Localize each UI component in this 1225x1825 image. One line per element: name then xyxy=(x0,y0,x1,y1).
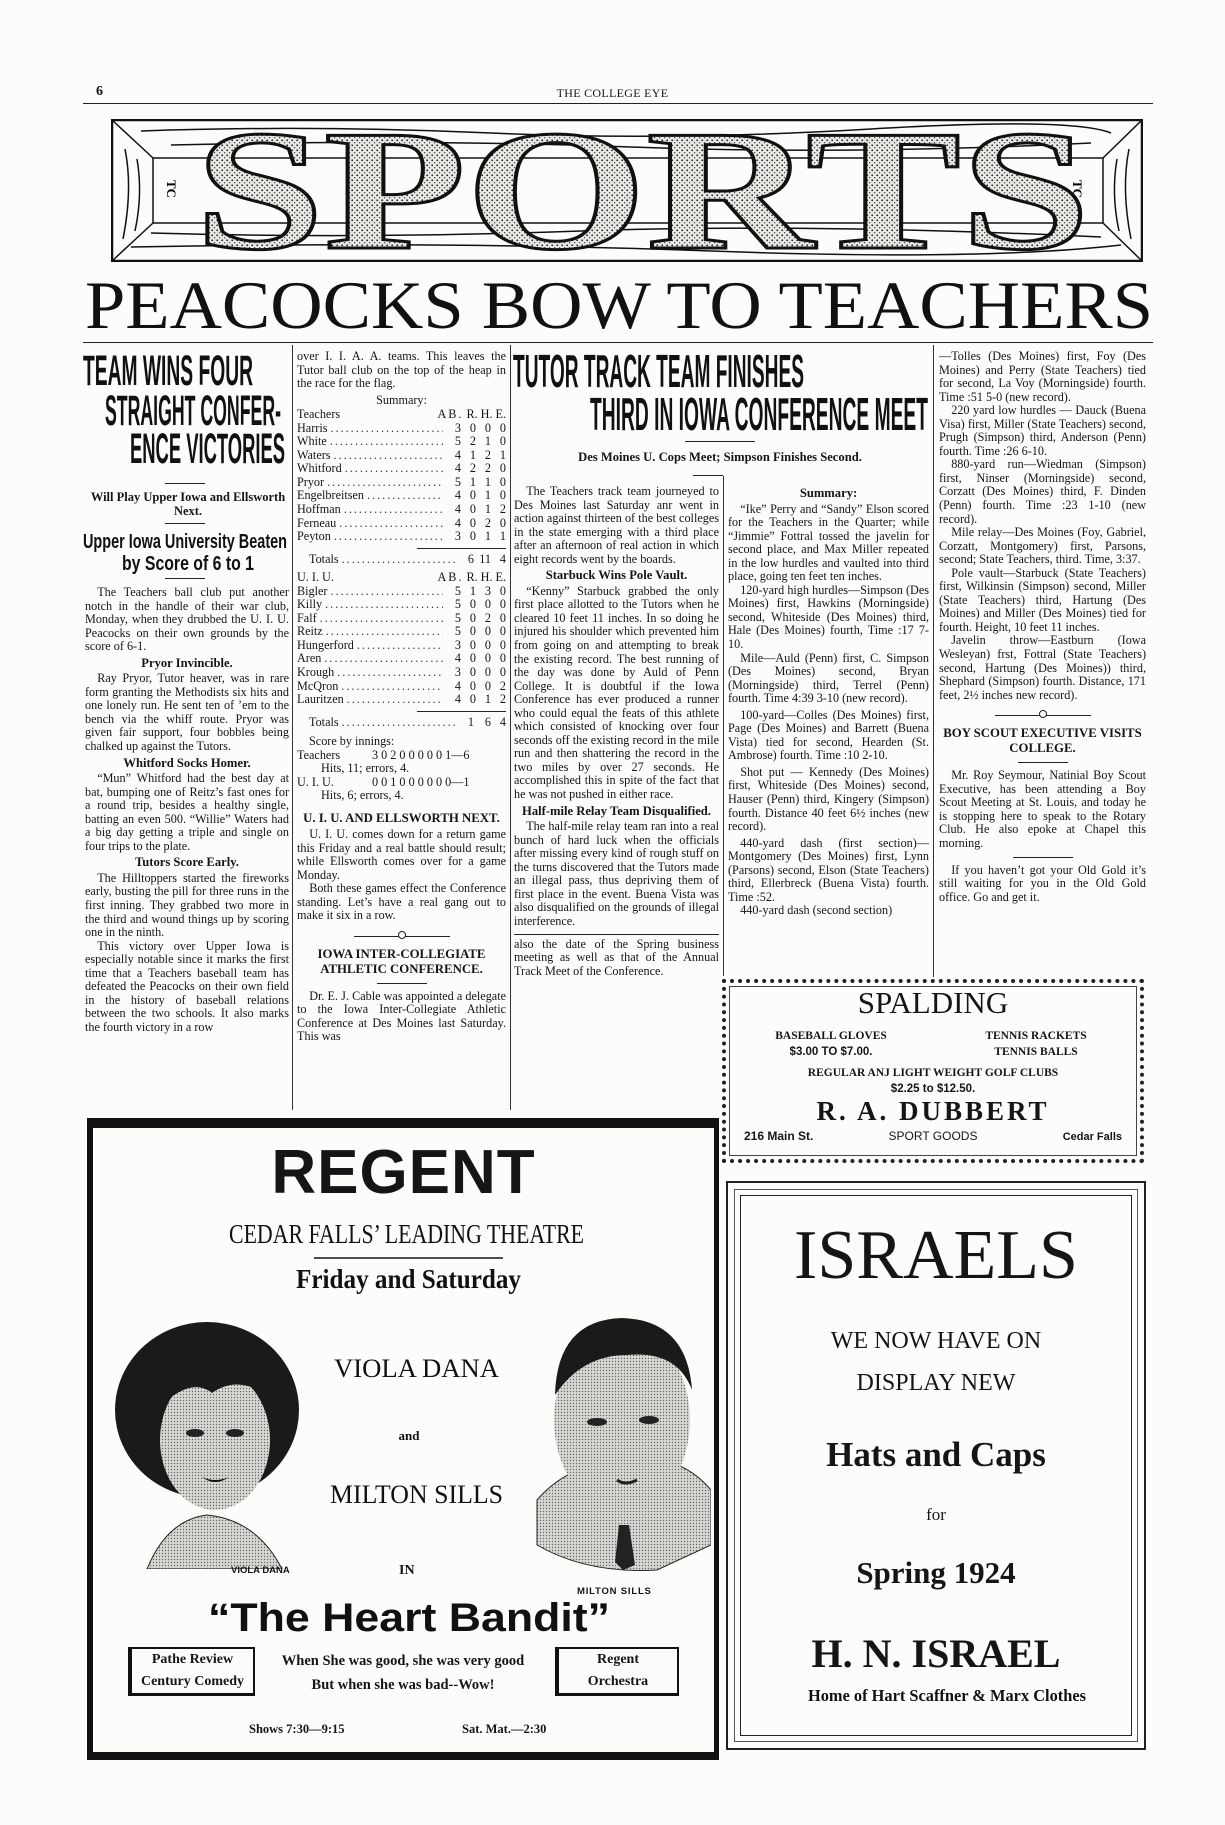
box-score-row: Bigler ..... 5 1 3 0 xyxy=(297,585,506,599)
column-rule xyxy=(933,345,934,977)
israels-line-2: DISPLAY NEW xyxy=(856,1370,1016,1396)
box-score-row: Killy ..... 5 0 0 0 xyxy=(297,598,506,612)
israels-store: H. N. ISRAEL xyxy=(811,1631,1061,1676)
notice: If you haven’t got your Old Gold it’s still waiting for you in the Old Gold office. Go and get it. xyxy=(939,862,1146,904)
baseball-headline xyxy=(80,348,292,468)
israels-for: for xyxy=(926,1505,946,1524)
box-score-row: Waters ..... 4 1 2 1 xyxy=(297,449,506,463)
innings-team: U. I. U. xyxy=(297,774,334,789)
svg-text:“The Heart Bandit”: “The Heart Bandit” xyxy=(208,1596,610,1638)
box-score-row: Harris ..... 3 0 0 0 xyxy=(297,422,506,436)
regent-theatre-ad xyxy=(87,1118,719,1760)
spalding-golf: REGULAR ANJ LIGHT WEIGHT GOLF CLUBS xyxy=(807,1067,1059,1079)
box-score-teachers xyxy=(297,408,506,566)
box-score-row: McQron ..... 4 0 0 2 xyxy=(297,680,506,694)
photo-caption-viola: VIOLA DANA xyxy=(231,1565,290,1576)
result: 120-yard high hurdles—Simpson (Des Moines) first, Hawkins (Morningside) second, Whiteside (Des Moines) third, Hale (Des Moines) fourth, Time :17 7-10. xyxy=(728,582,929,652)
show-days: Friday and Saturday xyxy=(296,1264,522,1294)
baseball-story xyxy=(85,586,289,1111)
box-score-row: Falf ..... 5 0 2 0 xyxy=(297,612,506,626)
col-ab: AB. xyxy=(437,570,464,585)
innings-label: Score by innings: xyxy=(309,734,395,749)
box-score-row: Lauritzen ..... 4 0 1 2 xyxy=(297,693,506,707)
team-name: U. I. U. xyxy=(297,570,334,585)
theatre-tagline: CEDAR FALLS’ LEADING THEATRE xyxy=(229,1219,584,1249)
israels-brand: ISRAELS xyxy=(794,1217,1078,1294)
result: Javelin throw—Eastburn (Iowa Wesleyan) frst, Fottral (State Teachers) second, Hartung (Des Moines)) third, Shephard (Simpson) fourth. Distance, 171 feet, 2½ inches new record). xyxy=(939,633,1146,702)
emblem-left: TC xyxy=(164,179,179,199)
page-number: 6 xyxy=(96,84,103,99)
result: Pole vault—Starbuck (State Teachers) first, Wilkinsin (Simpson) second, Miller (State Teachers) third, Hartung (Des Moines) and Miller (Des Moines) tied for fourth. Height, 10 feet 11 inches. xyxy=(939,565,1146,634)
column-rule xyxy=(510,345,511,1110)
israels-product: Hats and Caps xyxy=(826,1435,1046,1474)
col-h: H. xyxy=(480,570,493,585)
photo-caption-milton: MILTON SILLS xyxy=(577,1586,652,1597)
section-heading: BOY SCOUT EXECUTIVE VISITS COLLEGE. xyxy=(943,726,1142,756)
box-score-totals: Totals ..... 1 6 4 xyxy=(297,716,506,730)
spalding-item: TENNIS RACKETS xyxy=(985,1030,1087,1042)
box-score-row: Engelbreitsen ..... 4 0 1 0 xyxy=(297,489,506,503)
innings-score: 3 0 2 0 0 0 0 0 1—6 xyxy=(372,747,470,762)
paragraph: This victory over Upper Iowa is especially notable since it marks the first time that a Teachers baseball team has defeated the Peacocks on their own field in the history of baseball relations between the two schools. It also marks the fourth victory in a row xyxy=(85,938,289,1034)
rule xyxy=(685,441,755,442)
rule xyxy=(165,578,205,579)
paragraph: The Teachers track team journeyed to Des Moines last Saturday anr went in action against thirteen of the best colleges in the state emerging with a third place after an afternoon of real action in which eight records went by the boards. xyxy=(514,485,719,566)
emblem-right: TC xyxy=(1070,179,1085,199)
rule xyxy=(693,475,723,476)
show-times: Shows 7:30—9:15 xyxy=(249,1722,345,1736)
pathe-box: Pathe Review Century Comedy xyxy=(128,1647,255,1696)
paragraph: The half-mile relay team ran into a real bunch of hard luck when the officials after missing every kind of rough stuff on the turns discovered that the Tutors made an illegal pass, thus depriving them of first place in the event. Buena Vista was also disqualified on the grounds of illegal interference. xyxy=(514,819,719,928)
innings-score: 0 0 1 0 0 0 0 0 0—1 xyxy=(372,774,470,789)
box-score-uiu xyxy=(297,571,506,729)
innings-stats: Hits, 11; errors, 4. xyxy=(321,761,410,776)
column-rule xyxy=(292,345,293,1110)
baseball-deck: Will Play Upper Iowa and Ellsworth Next. xyxy=(90,490,286,518)
store-city: Cedar Falls xyxy=(1062,1131,1122,1143)
headline-rule xyxy=(83,342,1153,343)
svg-text:PEACOCKS BOW TO TEACHERS: PEACOCKS BOW TO TEACHERS xyxy=(85,272,1153,336)
banner-title: SPORTS xyxy=(195,119,1090,262)
star-2: MILTON SILLS xyxy=(330,1480,503,1509)
slogan: When She was good, she was very good But when she was bad--Wow! xyxy=(281,1653,525,1693)
israels-line-1: WE NOW HAVE ON xyxy=(830,1328,1042,1354)
israels-tagline xyxy=(728,1683,1144,1709)
result: 880-yard run—Wiedman (Simpson) first, Ninser (Morningside) second, Corzatt (Des Moines) third, F. Dinden (Penn) fourth. Time :23 1-10 (new record). xyxy=(939,457,1146,526)
section-heading: Starbuck Wins Pole Vault. xyxy=(545,568,688,583)
result: 440-yard dash (second section) xyxy=(740,903,893,918)
column-rule xyxy=(723,476,724,976)
paragraph: Both these games effect the Conference standing. Let’s have a real gang out to make it six in a row. xyxy=(297,881,506,923)
col-ab: AB. xyxy=(437,407,464,422)
svg-text:Home of Hart Scaffner & Marx C: Home of Hart Scaffner & Marx Clothes xyxy=(808,1686,1087,1705)
result: 100-yard—Colles (Des Moines) first, Page (Des Moines) and Barrett (Buena Vista) tied for second, Hearden (St. Ambrose) fourth. Time :10 2-10. xyxy=(728,707,929,763)
box-score-totals: Totals ..... 6 11 4 xyxy=(297,553,506,567)
paragraph: “Mun” Whitford had the best day at bat, bumping one of Reitz’s fast ones for a round trip, besides a healthy single, batting an even 500. “Willie” Waters had a big day getting a triple and single on four trips to the plate. xyxy=(85,771,289,853)
box-score-row: Peyton ..... 3 0 1 1 xyxy=(297,530,506,544)
col-r: R. xyxy=(466,570,478,585)
summary-label: Summary: xyxy=(376,392,427,407)
track-summary-continued xyxy=(939,350,1146,974)
svg-text:by Score of 6 to 1: by Score of 6 to 1 xyxy=(122,553,254,574)
innings-stats: Hits, 6; errors, 4. xyxy=(321,788,404,803)
spalding-item: BASEBALL GLOVES xyxy=(775,1030,887,1042)
paragraph: The Teachers ball club put another notch in the handle of their war club, Monday, when they drubbed the U. I. U. Peacocks on their own grounds by the score of 6-1. xyxy=(85,586,289,654)
box-score-row: Whitford ..... 4 2 2 0 xyxy=(297,462,506,476)
section-heading: Pryor Invincible. xyxy=(141,655,233,670)
section-heading: Tutors Score Early. xyxy=(135,855,239,870)
track-deck: Des Moines U. Cops Meet; Simpson Finishes Second. xyxy=(578,450,862,464)
result: Shot put — Kennedy (Des Moines) first, Whiteside (Des Moines) second, Hauser (Penn) third, Kingery (Simpson) fourth. Distance 40 feet 6½ inches (new record). xyxy=(728,764,929,834)
israels-season: Spring 1924 xyxy=(856,1555,1016,1590)
box-score-row: White ..... 5 2 1 0 xyxy=(297,435,506,449)
paragraph: Ray Pryor, Tutor heaver, was in rare form granting the Methodists six hits and one lonely run. He sent ten of ’em to the bench via the whiff route. Pryor was given fair support, four bobbles being chalked up against the Tutors. xyxy=(85,671,289,754)
spalding-item: TENNIS BALLS xyxy=(994,1046,1078,1058)
film-title xyxy=(93,1594,714,1638)
orchestra-box: Regent Orchestra xyxy=(555,1647,679,1696)
col-e: E. xyxy=(495,570,506,585)
svg-text:TUTOR TRACK TEAM FINISHES: TUTOR TRACK TEAM FINISHES xyxy=(513,348,804,397)
box-score-column xyxy=(297,350,506,1110)
result: 220 yard low hurdles — Dauck (Buena Visa) first, Miller (State Teachers) second, Prugh (Simpson) third, Anderson (Penn) fourth. Time :26 6-10. xyxy=(939,403,1146,458)
spalding-price: $3.00 TO $7.00. xyxy=(789,1046,873,1058)
spalding-brand: SPALDING xyxy=(857,985,1009,1020)
paper-name: THE COLLEGE EYE xyxy=(556,86,669,100)
main-headline xyxy=(83,272,1157,336)
rule xyxy=(1013,857,1073,858)
col-e: E. xyxy=(495,407,506,422)
israels-ad xyxy=(726,1181,1146,1750)
paragraph: also the date of the Spring business meeting as well as that of the Annual Track Meet of the Conference. xyxy=(514,936,719,978)
matinee-time: Sat. Mat.—2:30 xyxy=(462,1722,547,1736)
section-heading: Whitford Socks Homer. xyxy=(123,755,251,770)
store-name: R. A. DUBBERT xyxy=(816,1096,1050,1126)
svg-text:TEAM WINS FOUR: TEAM WINS FOUR xyxy=(83,348,253,395)
section-heading: IOWA INTER-COLLEGIATE ATHLETIC CONFERENCE. xyxy=(317,946,486,976)
box-score-row: Pryor ..... 5 1 1 0 xyxy=(297,476,506,490)
store-address: 216 Main St. xyxy=(744,1129,814,1143)
svg-text:ENCE VICTORIES: ENCE VICTORIES xyxy=(130,425,285,468)
theatre-name: REGENT xyxy=(271,1138,536,1207)
rule xyxy=(165,483,205,484)
rule xyxy=(165,523,205,524)
and-label: and xyxy=(398,1428,420,1443)
spalding-ad xyxy=(722,979,1144,1163)
baseball-subhead xyxy=(82,530,292,574)
result: Mile relay—Des Moines (Foy, Gabriel, Corzatt, Montgomery) first, Parsons, second; State Teachers, third. Time, 3:37. xyxy=(939,525,1146,567)
result: Mile—Auld (Penn) first, C. Simpson (Des Moines) second, Bryan (Morningside) third, Terrel (Penn) fourth. Time 4:39 3-10 (new record). xyxy=(728,650,929,706)
paragraph: over I. I. A. A. teams. This leaves the Tutor ball club on the top of the heap in the race for the flag. xyxy=(297,350,506,391)
innings-team: Teachers xyxy=(297,747,341,762)
box-score-row: Reitz ..... 5 0 0 0 xyxy=(297,625,506,639)
box-score-row: Ferneau ..... 4 0 2 0 xyxy=(297,517,506,531)
paragraph: The Hilltoppers started the fireworks early, busting the pill for three runs in the first inning. They grabbed two more in the third and wound things up by scoring one in the ninth. xyxy=(85,870,289,940)
regent-stars xyxy=(93,1353,714,1513)
track-story xyxy=(514,485,719,1110)
box-score-row: Hoffman ..... 4 0 1 2 xyxy=(297,503,506,517)
divider xyxy=(995,710,1091,720)
paragraph: U. I. U. comes down for a return game this Friday and a real battle should result; while Ellsworth comes over for a game Monday. xyxy=(297,826,506,882)
svg-text:THIRD IN IOWA CONFERENCE MEET: THIRD IN IOWA CONFERENCE MEET xyxy=(590,388,928,438)
section-heading: U. I. U. AND ELLSWORTH NEXT. xyxy=(303,810,500,825)
rule xyxy=(377,983,427,984)
in-label: IN xyxy=(399,1563,415,1578)
track-headline xyxy=(510,348,932,438)
star-1: VIOLA DANA xyxy=(334,1354,500,1383)
divider xyxy=(354,931,450,941)
result: 440-yard dash (first section)—Montgomery (Des Moines) first, Lynn (Parsons) second, Elson (State Teachers) third, Ellerbreck (Buena Vista) fourth. Time :52. xyxy=(728,835,929,904)
summary-label: Summary: xyxy=(799,486,858,500)
sports-banner xyxy=(111,119,1143,262)
masthead-rule xyxy=(83,103,1153,104)
team-name: Teachers xyxy=(297,407,341,422)
svg-text:Upper Iowa University Beaten: Upper Iowa University Beaten xyxy=(83,531,287,553)
track-summary xyxy=(728,484,929,976)
section-heading: Half-mile Relay Team Disqualified. xyxy=(522,803,711,818)
rule xyxy=(1018,762,1068,763)
box-score-row: Aren ..... 4 0 0 0 xyxy=(297,652,506,666)
paragraph: “Kenny” Starbuck grabbed the only first place allotted to the Tutors when he cleared 10 feet 11 inches. In so doing he injured his shoulder which prevented him from going on and attempting to break the existing record. The best running of the day was done by Auld of Penn College. It is doubtful if the Iowa Conference has ever produced a runner who could equal the feats of this athlete which consisted of knocking over four seconds off the existing record in the mile run and then shattering the record in the two miles by over 27 seconds. He accomplished this in spite of the fact that he was not pushed in either race. xyxy=(514,583,719,802)
result: “Ike” Perry and “Sandy” Elson scored for the Teachers in the Quarter; while “Jimmie” Fottral tossed the javelin for second place, and Max Miller repeated in the low hurdles and vaulted into third place, going ten feet ten inches. xyxy=(728,501,929,584)
spalding-golf-price: $2.25 to $12.50. xyxy=(890,1083,976,1095)
col-h: H. xyxy=(480,407,493,422)
paragraph: Dr. E. J. Cable was appointed a delegate to the Iowa Inter-Collegiate Athletic Conference at Des Moines last Saturday. This was xyxy=(297,988,506,1044)
result: —Tolles (Des Moines) first, Foy (Des Moines) and Perry (State Teachers) tied for second, La Voy (Morningside) fourth. Time :51 5-0 (new record). xyxy=(939,350,1146,404)
col-r: R. xyxy=(466,407,478,422)
box-score-row: Hungerford ..... 3 0 0 0 xyxy=(297,639,506,653)
score-by-innings xyxy=(297,735,506,803)
box-score-row: Krough ..... 3 0 0 0 xyxy=(297,666,506,680)
store-category: SPORT GOODS xyxy=(888,1129,978,1143)
paragraph: Mr. Roy Seymour, Natinial Boy Scout Executive, has been attending a Boy Scout Meeting at St. Louis, and today he is stopping here to speak to the Rotary Club. He also epoke at Chapel this morning. xyxy=(939,768,1146,850)
svg-text:STRAIGHT CONFER-: STRAIGHT CONFER- xyxy=(105,387,281,435)
